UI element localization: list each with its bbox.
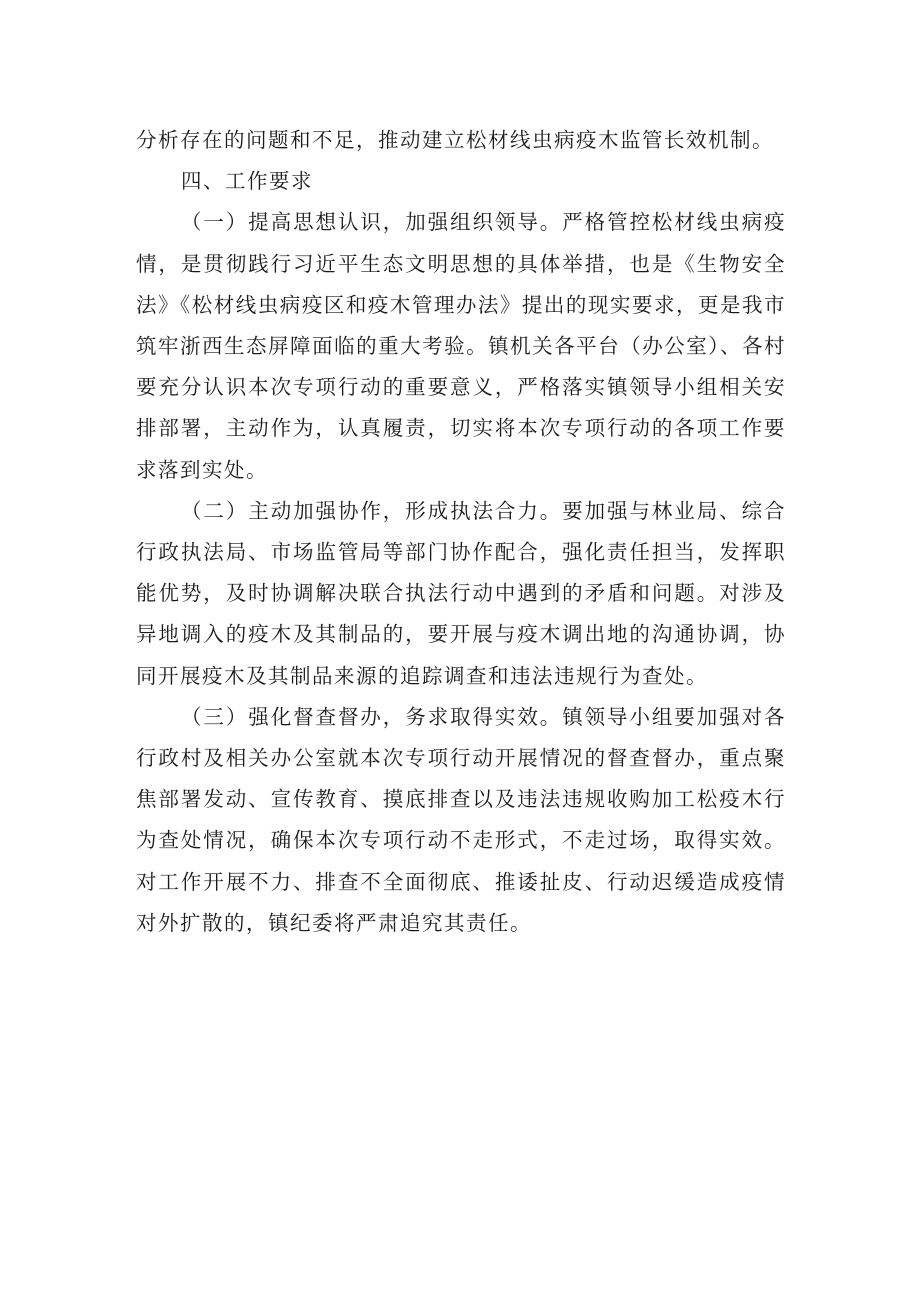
paragraph-item-1: （一）提高思想认识，加强组织领导。严格管控松材线虫病疫情，是贯彻践行习近平生态文明思想的具体举措，也是《生物安全法》《松材线虫病疫区和疫木管理办法》提出的现实要求，更是我市筑牢浙西生态屏障面临的重大考验。镇机关各平台（办公室）、各村要充分认识本次专项行动的重要意义，严格落实镇领导小组相关安排部署，主动作为，认真履责，切实将本次专项行动的各项工作要求落到实处。 bbox=[136, 210, 786, 482]
paragraph-continuation: 分析存在的问题和不足，推动建立松材线虫病疫木监管长效机制。 bbox=[136, 128, 774, 152]
paragraph-item-3: （三）强化督查督办，务求取得实效。镇领导小组要加强对各行政村及相关办公室就本次专项行动开展情况的督查督办，重点聚焦部署发动、宣传教育、摸底排查以及违法违规收购加工松疫木行为查处情况，确保本次专项行动不走形式，不走过场，取得实效。对工作开展不力、排查不全面彻底、推诿扯皮、行动迟缓造成疫情对外扩散的，镇纪委将严肃追究其责任。 bbox=[136, 704, 786, 935]
section-heading-work-requirements: 四、工作要求 bbox=[181, 169, 313, 194]
document-body bbox=[136, 120, 786, 944]
paragraph-item-2: （二）主动加强协作，形成执法合力。要加强与林业局、综合行政执法局、市场监管局等部门协作配合，强化责任担当，发挥职能优势，及时协调解决联合执法行动中遇到的矛盾和问题。对涉及异地调入的疫木及其制品的，要开展与疫木调出地的沟通协调，协同开展疫木及其制品来源的追踪调查和违法违规行为查处。 bbox=[136, 498, 786, 688]
